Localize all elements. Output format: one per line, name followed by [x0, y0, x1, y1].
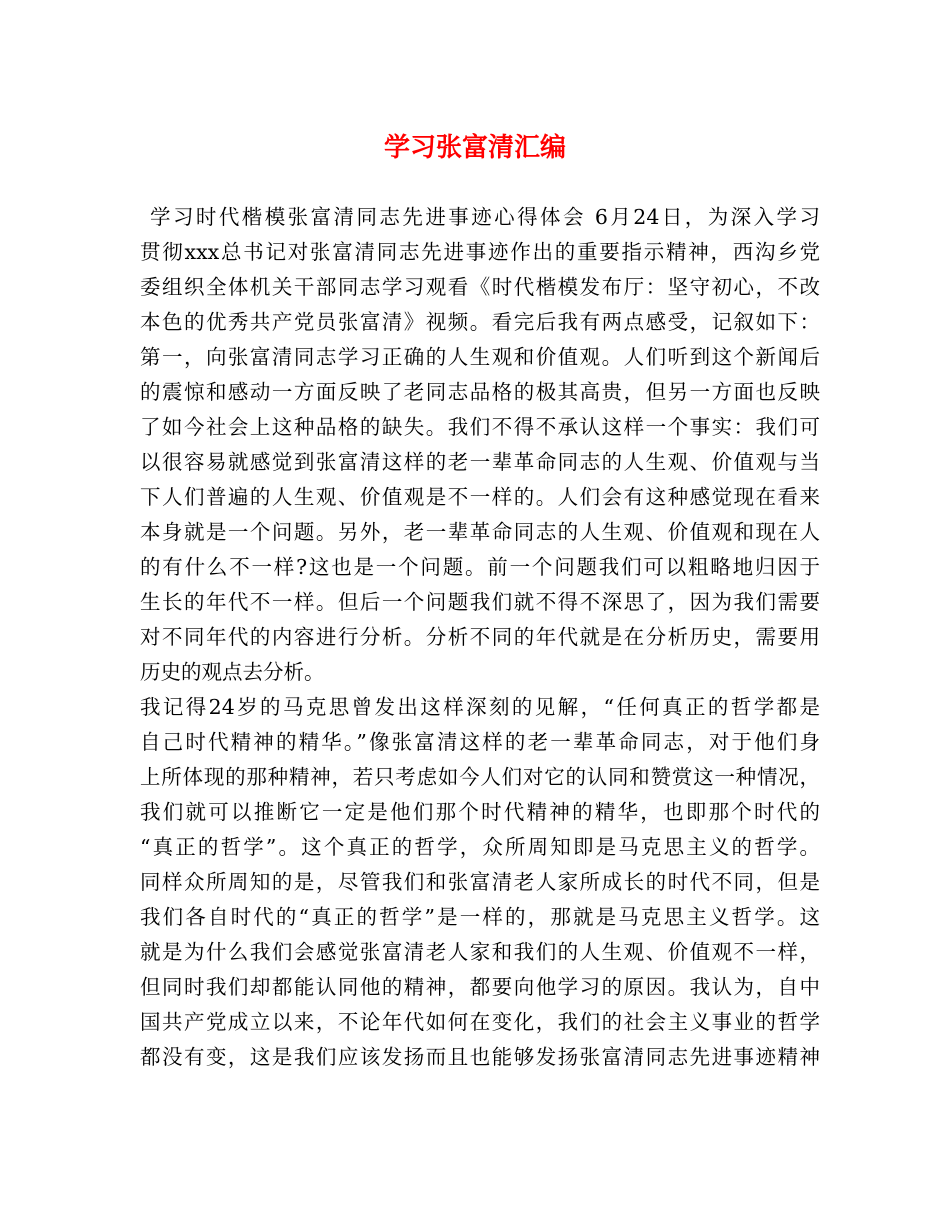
text-line: 生长的年代不一样。但后一个问题我们就不得不深思了，因为我们需要: [140, 590, 820, 614]
text-line: 国共产党成立以来，不论年代如何在变化，我们的社会主义事业的哲学: [140, 1010, 820, 1034]
text-line: 历史的观点去分析。: [140, 660, 325, 684]
text-line: 但同时我们却都能认同他的精神，都要向他学习的原因。我认为，自中: [140, 975, 820, 999]
text-line: 学习时代楷模张富清同志先进事迹心得体会 6月24日，为深入学习: [150, 205, 820, 229]
text-line: 了如今社会上这种品格的缺失。我们不得不承认这样一个事实：我们可: [140, 415, 820, 439]
text-line: 对不同年代的内容进行分析。分析不同的年代就是在分析历史，需要用: [140, 625, 820, 649]
text-line: 的有什么不一样?这也是一个问题。前一个问题我们可以粗略地归因于: [140, 555, 820, 579]
text-line: “真正的哲学”。这个真正的哲学，众所周知即是马克思主义的哲学。: [140, 835, 820, 859]
document-title: 学习张富清汇编: [383, 133, 566, 163]
text-line: 下人们普遍的人生观、价值观是不一样的。人们会有这种感觉现在看来: [140, 485, 820, 509]
text-line: 贯彻xxx总书记对张富清同志先进事迹作出的重要指示精神，西沟乡党: [140, 240, 820, 264]
text-line: 的震惊和感动一方面反映了老同志品格的极其高贵，但另一方面也反映: [140, 380, 820, 404]
text-line: 都没有变，这是我们应该发扬而且也能够发扬张富清同志先进事迹精神: [140, 1045, 820, 1069]
text-line: 同样众所周知的是，尽管我们和张富清老人家所成长的时代不同，但是: [140, 870, 820, 894]
text-line: 第一，向张富清同志学习正确的人生观和价值观。人们听到这个新闻后: [140, 345, 820, 369]
text-line: 上所体现的那种精神，若只考虑如今人们对它的认同和赞赏这一种情况，: [140, 765, 820, 789]
text-line: 委组织全体机关干部同志学习观看《时代楷模发布厅：坚守初心，不改: [140, 275, 820, 299]
text-line: 就是为什么我们会感觉张富清老人家和我们的人生观、价值观不一样，: [140, 940, 820, 964]
text-line: 本身就是一个问题。另外，老一辈革命同志的人生观、价值观和现在人: [140, 520, 820, 544]
text-line: 本色的优秀共产党员张富清》视频。看完后我有两点感受，记叙如下：: [140, 310, 820, 334]
text-line: 我们就可以推断它一定是他们那个时代精神的精华，也即那个时代的: [140, 800, 820, 824]
text-line: 自己时代精神的精华。”像张富清这样的老一辈革命同志，对于他们身: [140, 730, 820, 754]
text-line: 以很容易就感觉到张富清这样的老一辈革命同志的人生观、价值观与当: [140, 450, 820, 474]
text-line: 我们各自时代的“真正的哲学”是一样的，那就是马克思主义哲学。这: [140, 905, 820, 929]
document-body: [140, 200, 820, 1075]
text-line: 我记得24岁的马克思曾发出这样深刻的见解，“任何真正的哲学都是: [140, 695, 820, 719]
